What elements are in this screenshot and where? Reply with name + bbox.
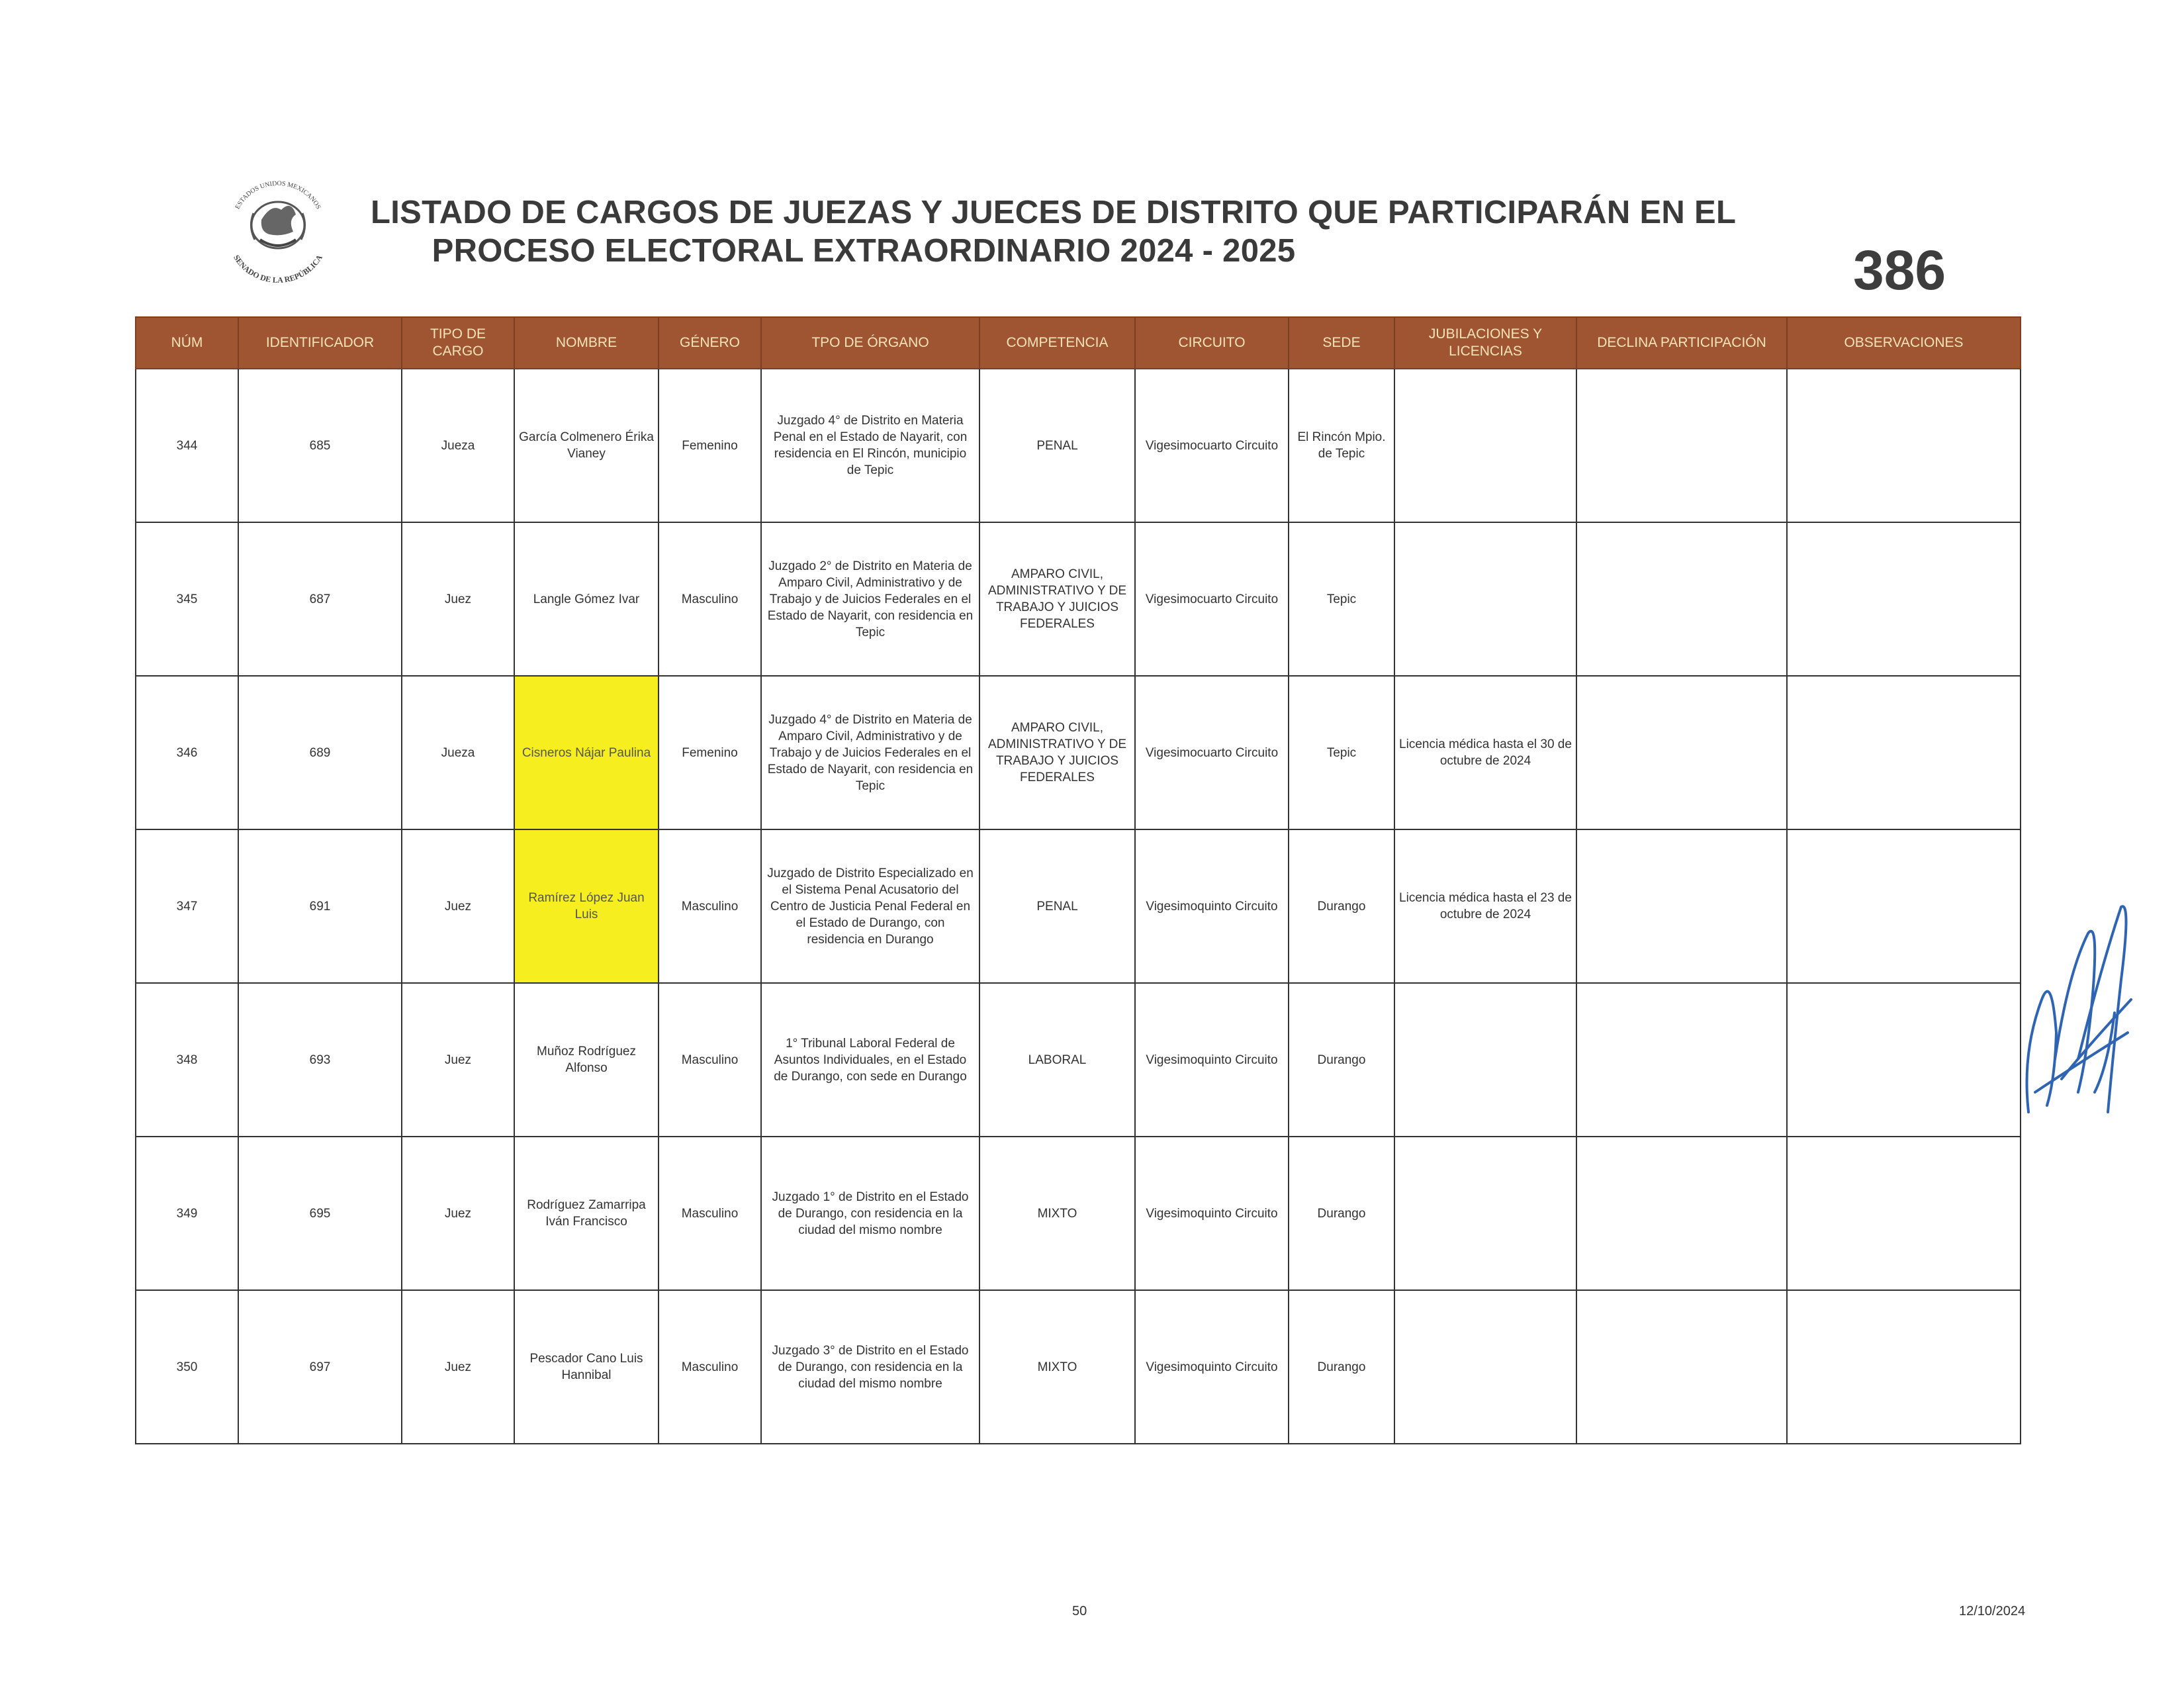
- cell-id: 693: [238, 983, 402, 1137]
- cell-num: 347: [136, 829, 238, 983]
- table-row: [136, 522, 2021, 676]
- column-header: NÚM: [136, 317, 238, 369]
- cell-licencias: [1394, 369, 1576, 522]
- cell-licencias: Licencia médica hasta el 23 de octubre de 2024: [1394, 829, 1576, 983]
- cell-organo: Juzgado 3° de Distrito en el Estado de Durango, con residencia en la ciudad del mismo nombre: [761, 1290, 979, 1444]
- column-header: TIPO DE CARGO: [402, 317, 514, 369]
- column-header: NOMBRE: [514, 317, 659, 369]
- cell-organo: Juzgado 4° de Distrito en Materia Penal en el Estado de Nayarit, con residencia en El Rincón, municipio de Tepic: [761, 369, 979, 522]
- cell-licencias: [1394, 1290, 1576, 1444]
- column-header: CIRCUITO: [1135, 317, 1289, 369]
- cell-licencias: [1394, 983, 1576, 1137]
- cell-organo: 1° Tribunal Laboral Federal de Asuntos Individuales, en el Estado de Durango, con sede en Durango: [761, 983, 979, 1137]
- column-header: COMPETENCIA: [979, 317, 1135, 369]
- cell-nombre: García Colmenero Érika Vianey: [514, 369, 659, 522]
- cell-id: 691: [238, 829, 402, 983]
- cell-num: 348: [136, 983, 238, 1137]
- cell-genero: Masculino: [659, 983, 761, 1137]
- cell-circuito: Vigesimocuarto Circuito: [1135, 522, 1289, 676]
- cell-num: 350: [136, 1290, 238, 1444]
- cell-competencia: PENAL: [979, 829, 1135, 983]
- cell-cargo: Juez: [402, 1290, 514, 1444]
- cell-nombre: Langle Gómez Ivar: [514, 522, 659, 676]
- cell-declina: [1576, 1137, 1787, 1290]
- cell-nombre: Muñoz Rodríguez Alfonso: [514, 983, 659, 1137]
- cell-organo: Juzgado de Distrito Especializado en el Sistema Penal Acusatorio del Centro de Justicia Penal Federal en el Estado de Durango, con residencia en Durango: [761, 829, 979, 983]
- cell-genero: Masculino: [659, 1137, 761, 1290]
- cell-observaciones: [1787, 983, 2021, 1137]
- column-header: TPO DE ÓRGANO: [761, 317, 979, 369]
- cell-genero: Masculino: [659, 522, 761, 676]
- cell-declina: [1576, 829, 1787, 983]
- column-header: JUBILACIONES Y LICENCIAS: [1394, 317, 1576, 369]
- footer-page-number: 50: [1072, 1604, 1087, 1618]
- cell-nombre-highlighted: Ramírez López Juan Luis: [514, 829, 659, 983]
- cell-licencias: [1394, 522, 1576, 676]
- cell-genero: Femenino: [659, 676, 761, 829]
- cell-cargo: Juez: [402, 983, 514, 1137]
- table-row: [136, 1290, 2021, 1444]
- judges-table: [135, 316, 2021, 1444]
- cell-competencia: MIXTO: [979, 1137, 1135, 1290]
- cell-organo: Juzgado 4° de Distrito en Materia de Amparo Civil, Administrativo y de Trabajo y de Juicios Federales en el Estado de Nayarit, con residencia en Tepic: [761, 676, 979, 829]
- svg-text:SENADO DE LA REPÚBLICA: SENADO DE LA REPÚBLICA: [232, 253, 324, 285]
- cell-circuito: Vigesimocuarto Circuito: [1135, 369, 1289, 522]
- footer-date: 12/10/2024: [1959, 1604, 2026, 1618]
- cell-nombre: Pescador Cano Luis Hannibal: [514, 1290, 659, 1444]
- cell-cargo: Jueza: [402, 676, 514, 829]
- cell-cargo: Juez: [402, 522, 514, 676]
- column-header: IDENTIFICADOR: [238, 317, 402, 369]
- svg-text:ESTADOS UNIDOS MEXICANOS: ESTADOS UNIDOS MEXICANOS: [234, 179, 322, 211]
- table-header-row: [136, 317, 2021, 369]
- document-title: [371, 193, 1737, 270]
- cell-genero: Masculino: [659, 829, 761, 983]
- cell-sede: Tepic: [1289, 676, 1394, 829]
- cell-num: 349: [136, 1137, 238, 1290]
- cell-id: 687: [238, 522, 402, 676]
- title-line-2: PROCESO ELECTORAL EXTRAORDINARIO 2024 - 2025: [432, 233, 1296, 269]
- cell-organo: Juzgado 1° de Distrito en el Estado de Durango, con residencia en la ciudad del mismo nombre: [761, 1137, 979, 1290]
- cell-observaciones: [1787, 1137, 2021, 1290]
- cell-sede: Durango: [1289, 829, 1394, 983]
- cell-competencia: PENAL: [979, 369, 1135, 522]
- cell-observaciones: [1787, 522, 2021, 676]
- cell-competencia: AMPARO CIVIL, ADMINISTRATIVO Y DE TRABAJO Y JUICIOS FEDERALES: [979, 676, 1135, 829]
- cell-num: 345: [136, 522, 238, 676]
- cell-num: 346: [136, 676, 238, 829]
- page-stamp-number: 386: [1853, 239, 1946, 301]
- cell-competencia: AMPARO CIVIL, ADMINISTRATIVO Y DE TRABAJO Y JUICIOS FEDERALES: [979, 522, 1135, 676]
- handwritten-signature: [2015, 894, 2141, 1132]
- cell-circuito: Vigesimoquinto Circuito: [1135, 1137, 1289, 1290]
- cell-circuito: Vigesimocuarto Circuito: [1135, 676, 1289, 829]
- table-row: [136, 676, 2021, 829]
- cell-competencia: LABORAL: [979, 983, 1135, 1137]
- column-header: DECLINA PARTICIPACIÓN: [1576, 317, 1787, 369]
- cell-observaciones: [1787, 1290, 2021, 1444]
- column-header: OBSERVACIONES: [1787, 317, 2021, 369]
- cell-declina: [1576, 522, 1787, 676]
- cell-cargo: Juez: [402, 829, 514, 983]
- cell-observaciones: [1787, 676, 2021, 829]
- cell-declina: [1576, 676, 1787, 829]
- cell-sede: Durango: [1289, 1137, 1394, 1290]
- cell-nombre: Rodríguez Zamarripa Iván Francisco: [514, 1137, 659, 1290]
- cell-num: 344: [136, 369, 238, 522]
- cell-sede: Tepic: [1289, 522, 1394, 676]
- cell-observaciones: [1787, 369, 2021, 522]
- cell-cargo: Juez: [402, 1137, 514, 1290]
- column-header: GÉNERO: [659, 317, 761, 369]
- cell-organo: Juzgado 2° de Distrito en Materia de Amparo Civil, Administrativo y de Trabajo y de Juicios Federales en el Estado de Nayarit, con residencia en Tepic: [761, 522, 979, 676]
- cell-id: 685: [238, 369, 402, 522]
- cell-nombre-highlighted: Cisneros Nájar Paulina: [514, 676, 659, 829]
- table-row: [136, 1137, 2021, 1290]
- cell-genero: Femenino: [659, 369, 761, 522]
- cell-declina: [1576, 1290, 1787, 1444]
- cell-circuito: Vigesimoquinto Circuito: [1135, 1290, 1289, 1444]
- cell-cargo: Jueza: [402, 369, 514, 522]
- cell-declina: [1576, 983, 1787, 1137]
- cell-id: 695: [238, 1137, 402, 1290]
- cell-declina: [1576, 369, 1787, 522]
- table-row: [136, 829, 2021, 983]
- column-header: SEDE: [1289, 317, 1394, 369]
- cell-licencias: [1394, 1137, 1576, 1290]
- cell-sede: Durango: [1289, 983, 1394, 1137]
- cell-id: 697: [238, 1290, 402, 1444]
- cell-competencia: MIXTO: [979, 1290, 1135, 1444]
- title-line-1: LISTADO DE CARGOS DE JUEZAS Y JUECES DE DISTRITO QUE PARTICIPARÁN EN EL: [371, 195, 1737, 230]
- senate-seal-logo: [208, 173, 347, 286]
- cell-circuito: Vigesimoquinto Circuito: [1135, 829, 1289, 983]
- cell-circuito: Vigesimoquinto Circuito: [1135, 983, 1289, 1137]
- cell-observaciones: [1787, 829, 2021, 983]
- cell-genero: Masculino: [659, 1290, 761, 1444]
- cell-licencias: Licencia médica hasta el 30 de octubre de 2024: [1394, 676, 1576, 829]
- table-row: [136, 369, 2021, 522]
- cell-sede: Durango: [1289, 1290, 1394, 1444]
- table-row: [136, 983, 2021, 1137]
- cell-sede: El Rincón Mpio. de Tepic: [1289, 369, 1394, 522]
- cell-id: 689: [238, 676, 402, 829]
